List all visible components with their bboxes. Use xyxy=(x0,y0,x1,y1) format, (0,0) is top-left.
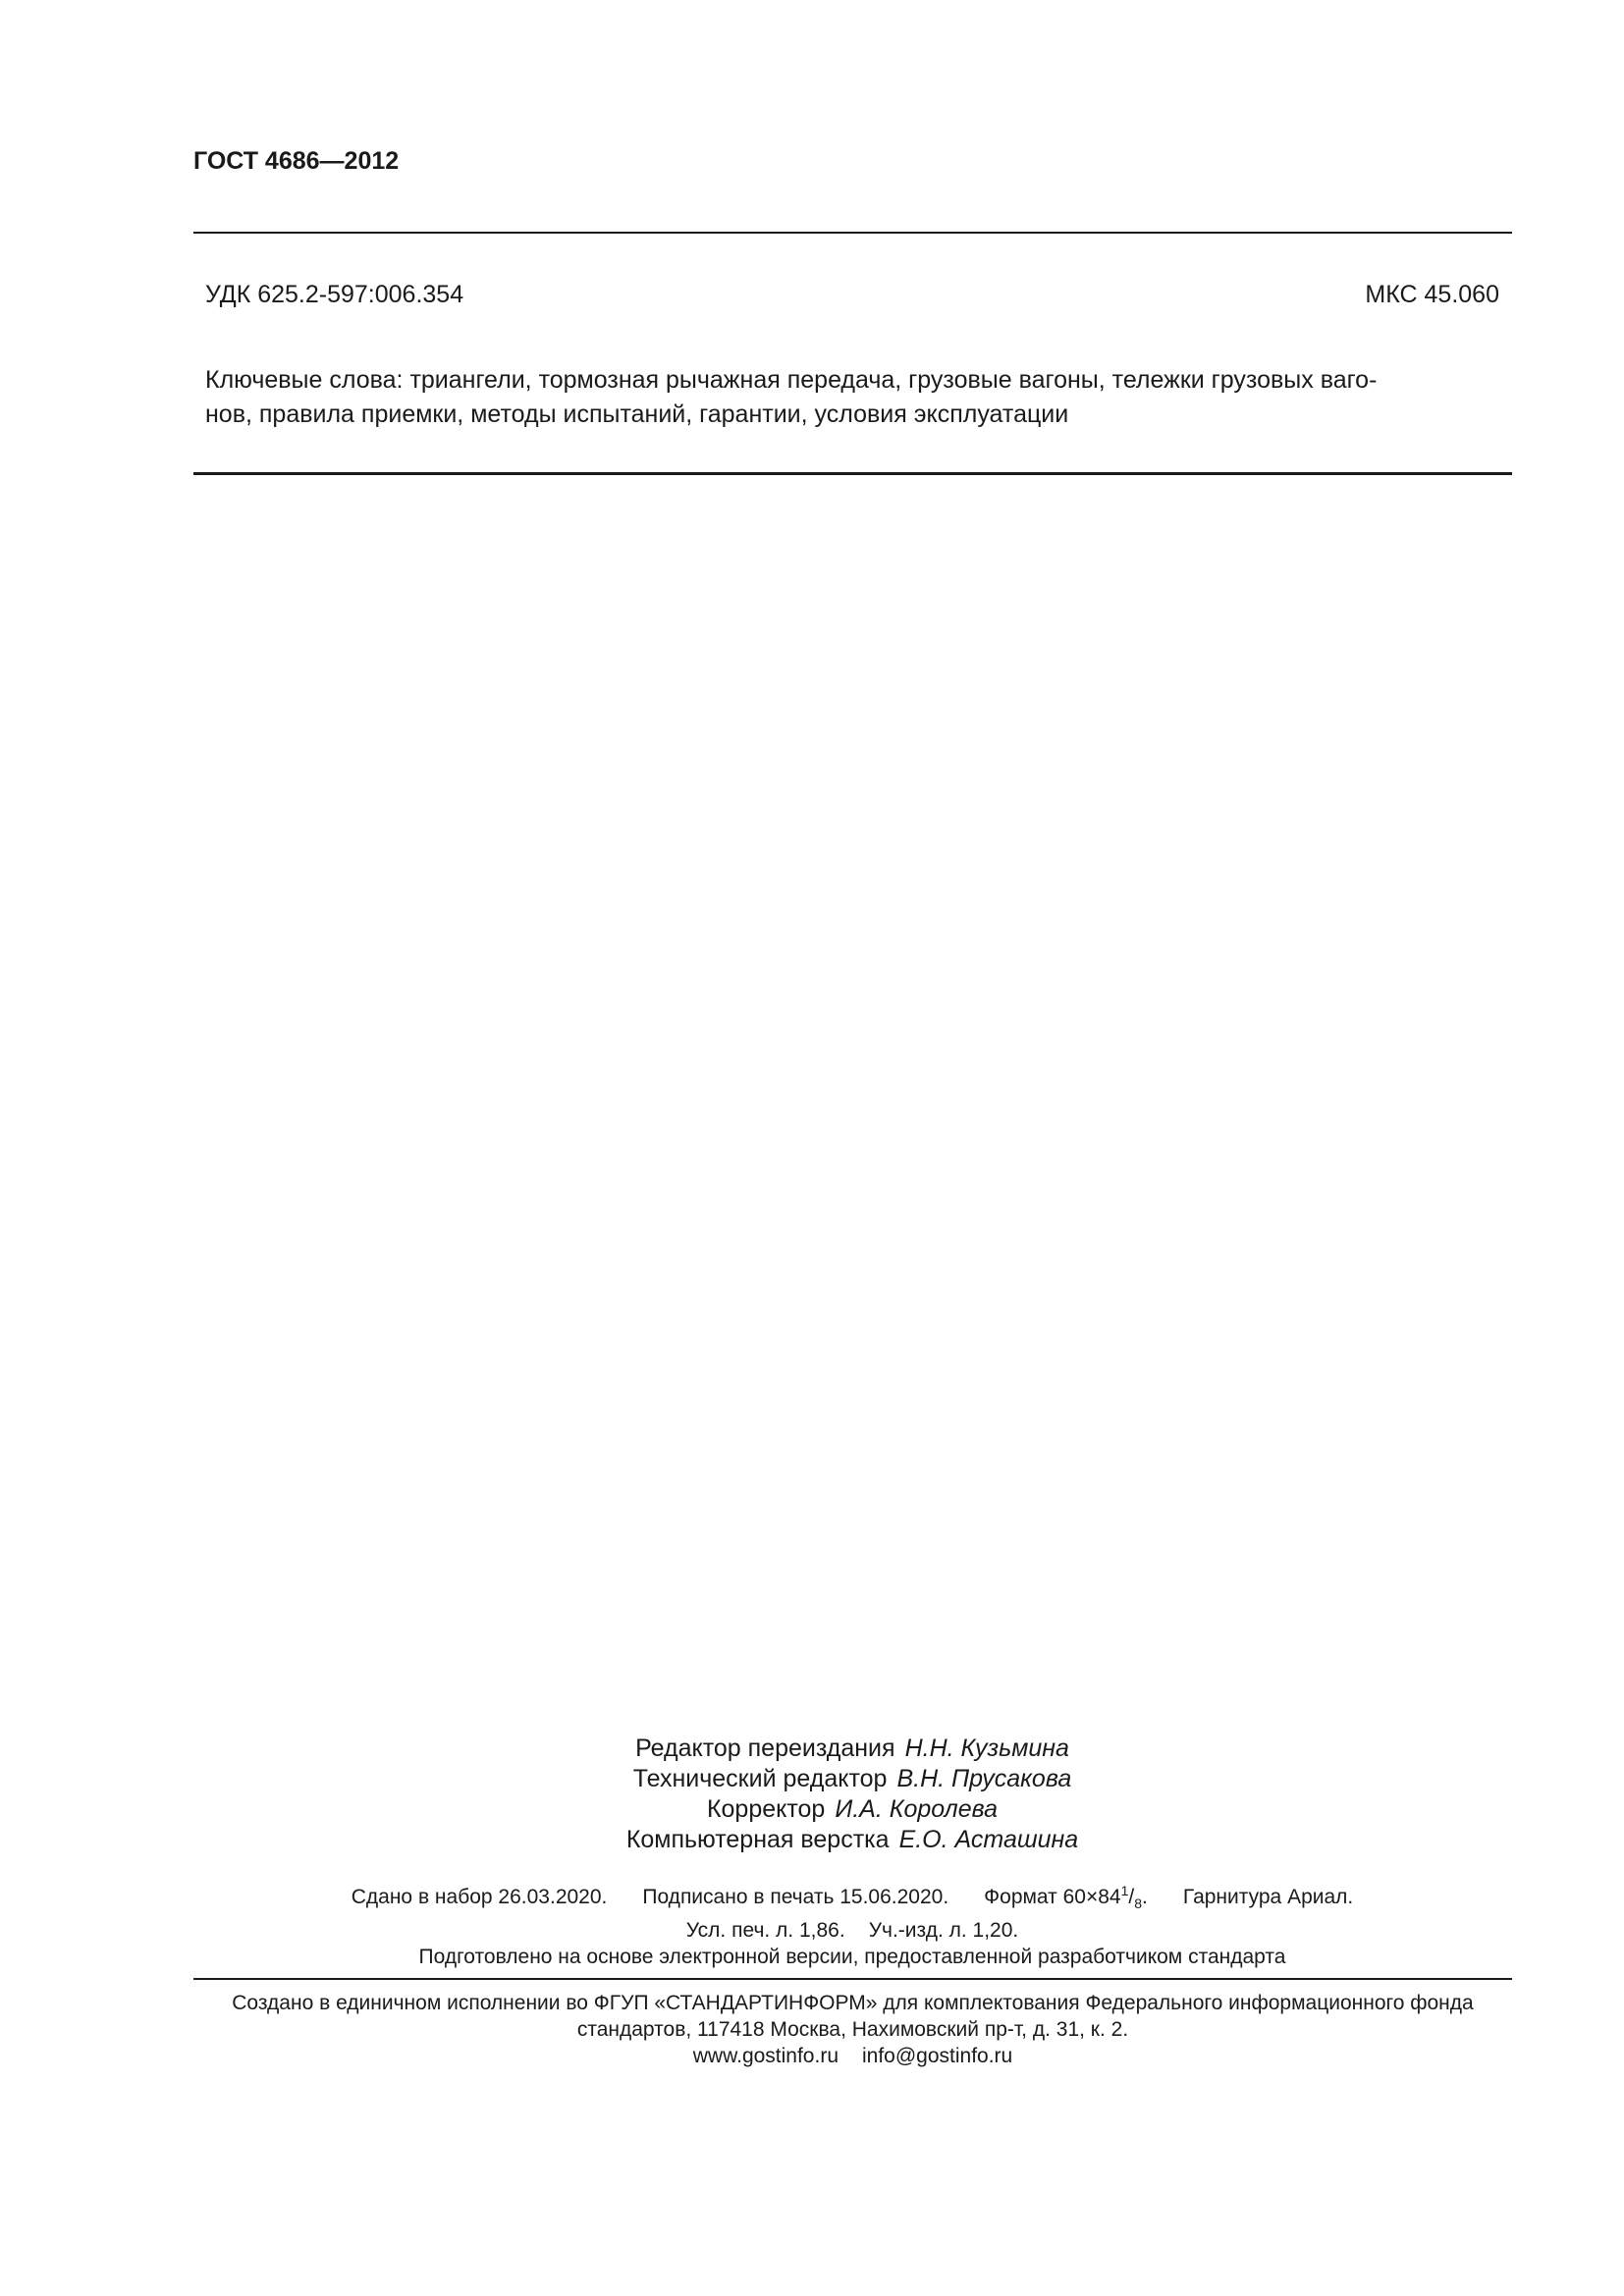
credits-block xyxy=(0,1734,1624,1855)
credit-role: Корректор xyxy=(706,1795,826,1823)
keywords-line: нов, правила приемки, методы испытаний, гарантии, условия эксплуатации xyxy=(205,400,1069,428)
footer-line: стандартов, 117418 Москва, Нахимовский пр-т, д. 31, к. 2. xyxy=(576,2018,1129,2041)
print-sheets: Усл. печ. л. 1,86. xyxy=(685,1919,845,1943)
signed-date: Подписано в печать 15.06.2020. xyxy=(642,1886,949,1908)
credit-role: Компьютерная верстка xyxy=(625,1826,890,1853)
prepared-note: Подготовлено на основе электронной версии, предоставленной разработчиком стандарта xyxy=(418,1946,1286,1969)
footer-contacts xyxy=(193,2043,1512,2069)
edition-sheets: Уч.-изд. л. 1,20. xyxy=(868,1919,1019,1943)
submitted-date: Сдано в набор 26.03.2020. xyxy=(351,1886,608,1908)
credit-name: И.А. Королева xyxy=(835,1795,999,1823)
footer-line: Создано в единичном исполнении во ФГУП «СТАНДАРТИНФОРМ» для комплектования Федерального информационного фонда xyxy=(232,1992,1474,2014)
credit-name: Н.Н. Кузьмина xyxy=(904,1735,1069,1762)
credit-role: Редактор переиздания xyxy=(635,1735,895,1762)
keywords-divider xyxy=(193,472,1512,475)
typeface: Гарнитура Ариал. xyxy=(1182,1886,1354,1908)
keywords-line: Ключевые слова: триангели, тормозная рычажная передача, грузовые вагоны, тележки грузовых ваго- xyxy=(205,366,1378,394)
footer-divider xyxy=(193,1978,1512,1980)
credit-row xyxy=(0,1794,1624,1825)
website-link[interactable]: www.gostinfo.ru xyxy=(692,2045,839,2067)
credit-name: В.Н. Прусакова xyxy=(896,1765,1072,1792)
publication-info xyxy=(0,1878,1624,1970)
credit-row xyxy=(0,1825,1624,1855)
publication-row xyxy=(0,1917,1624,1944)
credit-row xyxy=(0,1734,1624,1764)
credit-role: Технический редактор xyxy=(632,1765,888,1792)
top-divider xyxy=(193,232,1512,234)
paper-format: Формат $60\times 84^1/_8$. xyxy=(984,1883,1148,1912)
credit-name: Е.О. Асташина xyxy=(898,1826,1079,1853)
keywords-block xyxy=(205,363,1501,432)
mks-code: МКС 45.060 xyxy=(1365,281,1499,308)
udk-code: УДК 625.2-597:006.354 xyxy=(205,281,464,308)
publication-row xyxy=(0,1878,1624,1917)
credit-row xyxy=(0,1764,1624,1794)
footer-block xyxy=(193,1990,1512,2069)
document-code: ГОСТ 4686—2012 xyxy=(193,147,400,175)
email-link[interactable]: info@gostinfo.ru xyxy=(862,2045,1013,2067)
